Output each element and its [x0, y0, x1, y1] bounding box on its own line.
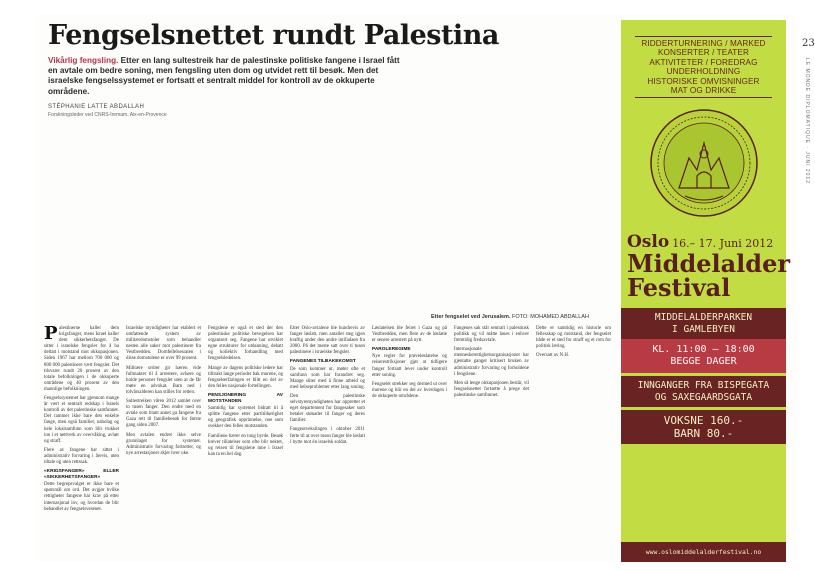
article [36, 14, 611, 562]
photo-caption [431, 314, 589, 320]
paragraph: Israelske myndigheter har etablert et omfattende system av militærdomstoler som behandler nesten alle saker mot palestinere fra Vestbredden. Domfellelsesraten i disse domstolene er over 99 prosent. [126, 326, 201, 362]
festival-advertisement [621, 20, 790, 562]
paragraph: Internasjonale menneskerettighetsorganisasjoner har gjentatte ganger kritisert bruken av administrativ forvaring og forholdene i fengslene. [454, 347, 529, 377]
subheading: FANGENES TILBAKEKOMST [290, 359, 356, 365]
ad-line: KONSERTER / TEATER [658, 48, 749, 58]
paragraph: Den palestinske selvstyremyndigheten har opprettet et eget departement for fangesaker som betaler stønader til fanger og deres familier. [290, 393, 365, 424]
article-column-7 [536, 326, 611, 562]
paragraph: De som kommer ut, møter ofte et samfunn som har forandret seg. Mange sliter med å finne arbeid og med helseproblemer etter lang soning. [290, 366, 365, 390]
ad-venue: MIDDELALDERPARKEN I GAMLEBYEN [621, 308, 786, 339]
article-column-3 [208, 326, 283, 562]
paragraph: Fengslene er også et sted der den palestinske politiske bevegelsen har organisert seg. Fangene har utviklet egne strukturer for utdanning, debatt og kollektiv forhandling med fengselsledelsen. [208, 326, 283, 362]
lead-text: Etter en lang sultestreik har de palestinske politiske fangene i Israel fått en avtale om bedre soning, men fengsling uten dom og utvidet rett til besøk. Men det israelske fengselssystemet er fortsatt et sentralt middel for kontroll av de okkuperte områdene. [48, 56, 400, 96]
paragraph: Oversatt av N.H. [536, 353, 570, 359]
paragraph: Dette er samtidig en historie om fellesskap og motstand, der fengselet både er et sted for straff og et rom for politisk læring. [536, 326, 611, 350]
ad-entrances: INNGANGER FRA BISPEGATA OG SAXEGAARDSGATA [621, 376, 786, 407]
article-column-2 [126, 326, 201, 562]
newspaper-page [36, 14, 815, 562]
byline: STÉPHANIE LATTE ABDALLAH [48, 104, 145, 110]
ad-opening-hours: KL. 11:00 – 18:00 BEGGE DAGER [621, 339, 786, 373]
ad-line: MAT OG DRIKKE [670, 86, 737, 96]
ad-line: AKTIVITETER / FOREDRAG [649, 57, 758, 67]
ad-city: Oslo [627, 232, 670, 253]
medieval-seal-icon [649, 108, 759, 218]
subheading: «KRIGSFANGER» ELLER «SIKKERHETSFANGER» [44, 469, 119, 481]
paragraph: Fengselet strekker seg dermed ut over murene og blir en del av hverdagen i de okkuperte områdene. [372, 381, 447, 399]
paragraph: Palestinerne kaller dem krigsfanger, mens Israel kaller dem sikkerhetsfanger. De sitter i israelske fengsler for å ha deltatt i motstand mot okkupasjonen. Siden 1967 har mellom 700 000 og 800 000 palestinere vært fengslet. Det tilsvarer rundt 20 prosent av den totale befolkningen i de okkuperte områdene og 40 prosent av den mannlige befolkningen. [44, 323, 119, 392]
page-number: 23 [802, 38, 815, 49]
paragraph: Samtidig har systemet bidratt til å splitte fangene etter partitilhørighet og geografisk opprinnelse, noe som svekker den felles motstanden. [208, 406, 283, 430]
paragraph: Dette begrepsvalget er ikke bare et spørsmål om ord. Det avgjør hvilke rettigheter fangene har krav på etter internasjonal lov, og hvordan de blir behandlet av fengselsvesenet. [44, 482, 119, 512]
ad-activities-list [621, 20, 786, 98]
paragraph: Familiene bærer en tung byrde. Besøk krever tillatelser som ofte blir nektet, og reisen til fengslene inne i Israel kan ta en hel dag. [208, 433, 283, 457]
byline-affiliation: Forskningsleder ved CNRS-Iremam, Aix-en-Provence [48, 112, 167, 118]
tower-sign: עופר [381, 124, 394, 131]
ad-line: HISTORISKE OMVISNINGER [647, 76, 760, 86]
subheading: PENSJONERING AV MOTSTANDEN [208, 392, 283, 405]
article-body [44, 323, 611, 562]
paragraph: Militære ordrer gir hæren vide fullmakter til å arrestere, avhøre og holde personer fengslet uten at de får møte en advokat. Barn ned i tolvårsalderen kan stilles for retten. [126, 365, 201, 395]
paragraph: Løslatelsen ble feiret i Gaza og på Vestbredden, men flere av de løslatte er senere arrestert på nytt. [372, 326, 447, 344]
paragraph: Men så lenge okkupasjonen består, vil fengselsnettet fortsette å prege det palestinske samfunnet. [454, 380, 529, 398]
paragraph: Fangenes sak står sentralt i palestinsk politikk og vil måtte løses i enhver fremtidig fredsavtale. [454, 326, 529, 344]
paragraph: Men avtalen endret ikke selve grunnlaget for systemet. Administrativ forvaring fortsetter, og nye arrestasjoner skjer hver uke. [126, 432, 201, 456]
paragraph: Fengselssystemet har gjennom mange år vært et sentralt redskap i Israels kontroll av det palestinske samfunnet. Det rammer ikke bare den enkelte fange, men også familier, nabolag og hele lokalsamfunn som blir trukket inn i et nettverk av overvåking, avhør og straff. [44, 396, 119, 444]
caption-credit: FOTO: MOHAMED ABDALLAH [512, 314, 589, 320]
lead-kicker: Vikårlig fengsling. [48, 56, 119, 65]
article-column-5 [372, 326, 447, 562]
ad-line: UNDERHOLDNING [666, 67, 741, 77]
caption-text: Etter fengselet ved Jerusalem. [431, 314, 511, 320]
article-column-1 [44, 323, 119, 562]
subheading: PAROLEREGIME [372, 347, 411, 353]
ad-prices: VOKSNE 160.- BARN 80.- [621, 410, 786, 444]
paragraph: Sultestreiken våren 2012 samlet over to tusen fanger. Den endte med en avtale som blant annet ga fangene fra Gaza rett til familiebesøk for første gang siden 2007. [126, 399, 201, 429]
dropcap: P [44, 323, 58, 344]
ad-dates: 16.– 17. Juni 2012 [672, 237, 774, 251]
paragraph: Etter Oslo-avtalene ble hundrevis av fanger løslatt, men antallet steg igjen kraftig under den andre intifadaen fra 2000. På det meste satt over ti tusen palestinere i israelske fengsler. [290, 326, 365, 356]
ad-line: RIDDERTURNERING / MARKED [641, 39, 766, 48]
lead-paragraph [48, 56, 408, 97]
article-column-6 [454, 326, 529, 562]
paragraph: Fangeutvekslingen i oktober 2011 førte til at over tusen fanger ble løslatt i bytte mot én israelsk soldat. [290, 427, 365, 445]
article-column-4 [290, 326, 365, 562]
ad-festival-name: Middelalder Festival [627, 249, 790, 303]
paragraph: Flere av fangene har sittet i administrativ forvaring i årevis, uten tiltale og uten rettssak. [44, 447, 119, 465]
page-running-head: LE MONDE DIPLOMATIQUE · JUNI 2012 [804, 58, 810, 184]
paragraph: Mange av dagens politiske ledere har tilbrakt lange perioder bak murene, og fengselserfaringen er blitt en del av den felles nasjonale fortellingen. [208, 365, 283, 389]
paragraph: Nye regler for prøveløslatelse og reiserestriksjoner gjør at tidligere fanger fortsatt lever under kontroll etter soning. [372, 354, 447, 378]
headline: Fengselsnettet rundt Palestina [48, 20, 499, 51]
ad-website-link[interactable]: www.oslomiddelalderfestival.no [621, 542, 786, 562]
